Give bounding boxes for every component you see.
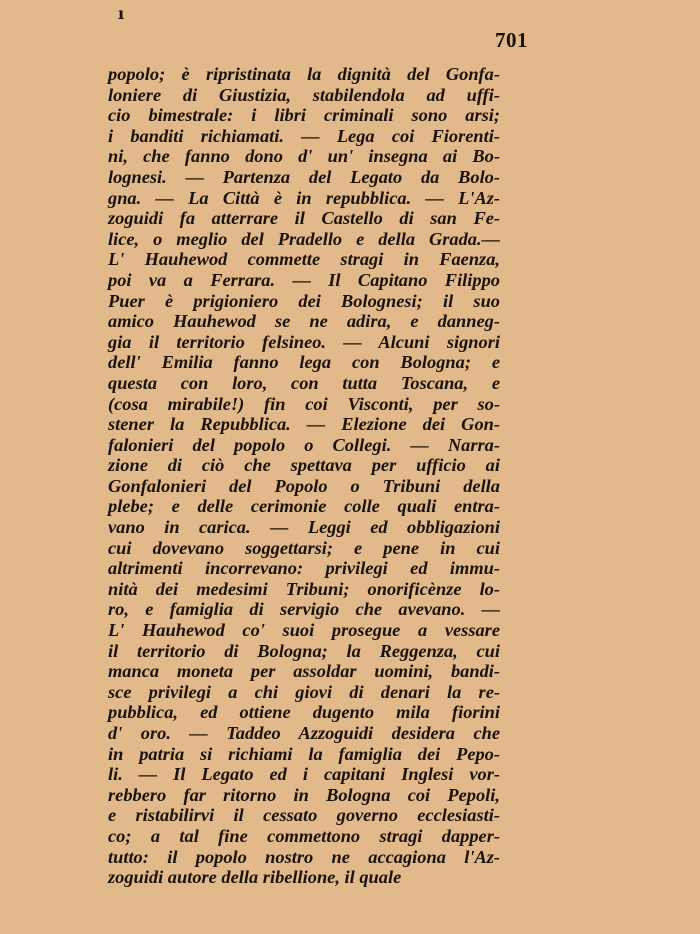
text-line: d' oro. — Taddeo Azzoguidi desidera che bbox=[108, 723, 500, 743]
text-line: poi va a Ferrara. — Il Capitano Filippo bbox=[108, 269, 500, 290]
text-line: (cosa mirabile!) fin coi Visconti, per so- bbox=[108, 393, 500, 414]
text-line: in patria si richiami la famiglia dei Pepo- bbox=[108, 743, 500, 764]
text-line: altrimenti incorrevano: privilegi ed immu- bbox=[108, 558, 500, 579]
text-line: popolo; è ripristinata la dignità del Gonfa- bbox=[108, 64, 500, 84]
text-line: zione di ciò che spettava per ufficio ai bbox=[108, 455, 500, 476]
text-line: lice, o meglio del Pradello e della Grada.— bbox=[108, 228, 500, 249]
text-line: e ristabilirvi il cessato governo ecclesiasti- bbox=[108, 805, 500, 826]
text-line: li. — Il Legato ed i capitani Inglesi vor- bbox=[108, 764, 500, 785]
text-line: L' Hauhewod commette stragi in Faenza, bbox=[108, 249, 500, 270]
text-line: gna. — La Città è in repubblica. — L'Az- bbox=[108, 187, 500, 208]
text-line: rebbero far ritorno in Bologna coi Pepoli, bbox=[108, 784, 500, 805]
text-line: i banditi richiamati. — Lega coi Fiorenti- bbox=[108, 125, 500, 146]
text-line: gia il territorio felsineo. — Alcuni signori bbox=[108, 331, 500, 352]
text-line: pubblica, ed ottiene dugento mila fiorini bbox=[108, 702, 500, 723]
text-line: L' Hauhewod co' suoi prosegue a vessare bbox=[108, 620, 500, 641]
text-line: vano in carica. — Leggi ed obbligazioni bbox=[108, 517, 500, 538]
text-line: plebe; e delle cerimonie colle quali entra- bbox=[108, 496, 500, 517]
text-line: stener la Repubblica. — Elezione dei Gon- bbox=[108, 414, 500, 435]
text-line: sce privilegi a chi giovi di denari la re- bbox=[108, 681, 500, 702]
text-line: Gonfalonieri del Popolo o Tribuni della bbox=[108, 475, 500, 496]
text-line: loniere di Giustizia, stabilendola ad uffi- bbox=[108, 84, 500, 105]
text-line: tutto: il popolo nostro ne accagiona l'Az- bbox=[108, 846, 500, 867]
text-line: lognesi. — Partenza del Legato da Bolo- bbox=[108, 166, 500, 187]
text-line: cio bimestrale: i libri criminali sono arsi; bbox=[108, 105, 500, 126]
text-line: ni, che fanno dono d' un' insegna ai Bo- bbox=[108, 146, 500, 167]
text-line: questa con loro, con tutta Toscana, e bbox=[108, 372, 500, 393]
text-line: falonieri del popolo o Collegi. — Narra- bbox=[108, 434, 500, 455]
text-line: cui dovevano soggettarsi; e pene in cui bbox=[108, 537, 500, 558]
text-line: ro, e famiglia di servigio che avevano. — bbox=[108, 599, 500, 620]
page-number: 701 bbox=[495, 28, 528, 52]
text-line: dell' Emilia fanno lega con Bologna; e bbox=[108, 352, 500, 373]
body-text bbox=[108, 64, 500, 888]
text-line: co; a tal fine commettono stragi dapper- bbox=[108, 825, 500, 846]
text-line: il territorio di Bologna; la Reggenza, cui bbox=[108, 640, 500, 661]
text-line: zoguidi autore della ribellione, il quale bbox=[108, 867, 402, 888]
text-line: zoguidi fa atterrare il Castello di san Fe- bbox=[108, 208, 500, 229]
text-line: amico Hauhewod se ne adira, e danneg- bbox=[108, 311, 500, 332]
corner-mark: ı bbox=[118, 4, 125, 23]
text-line: nità dei medesimi Tribuni; onorificènze lo- bbox=[108, 578, 500, 599]
text-line: Puer è prigioniero dei Bolognesi; il suo bbox=[108, 290, 500, 311]
text-line: manca moneta per assoldar uomini, bandi- bbox=[108, 661, 500, 682]
